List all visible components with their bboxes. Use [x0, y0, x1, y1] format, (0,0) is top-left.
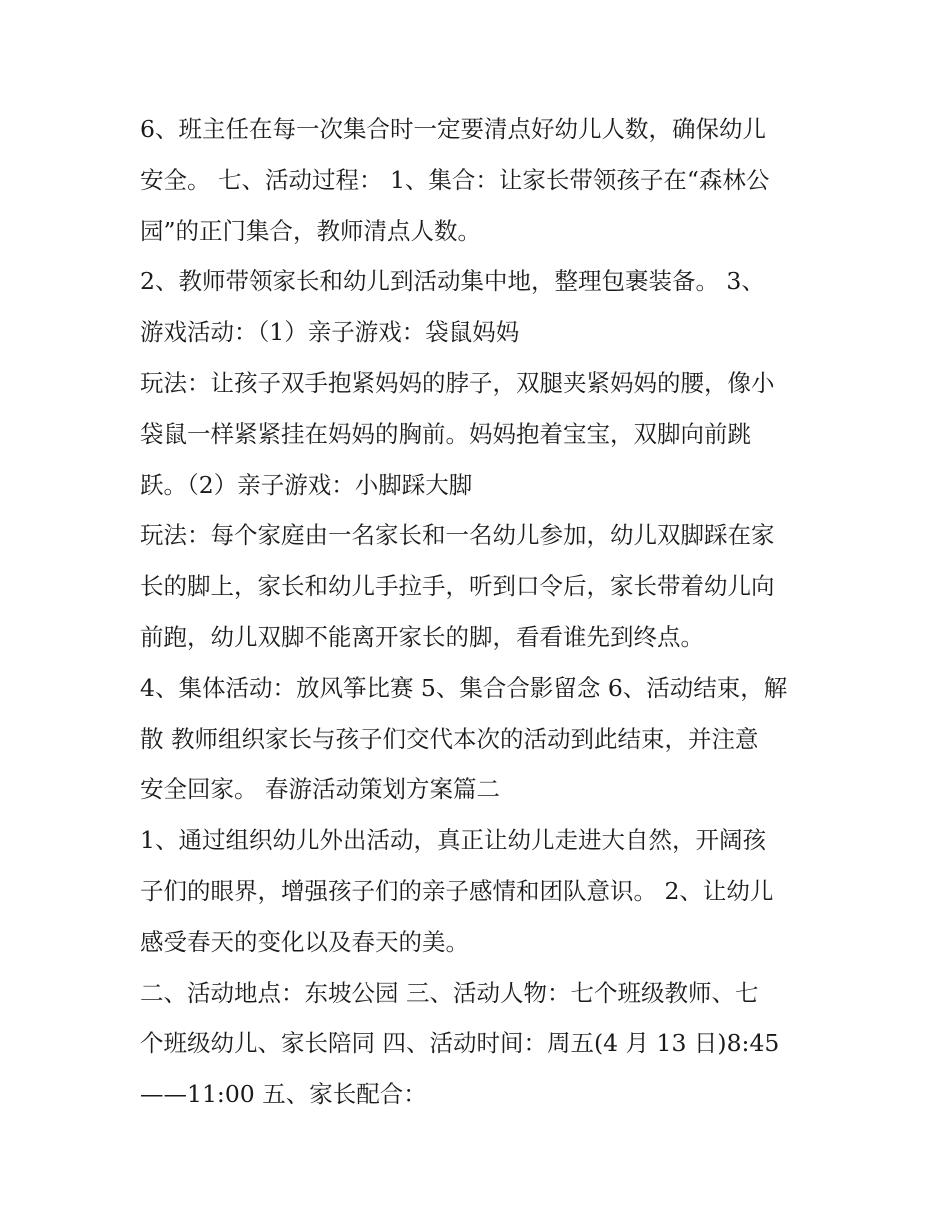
- text-line: 二、活动地点：东坡公园 三、活动人物：七个班级教师、七: [140, 978, 759, 1007]
- text-line: 袋鼠一样紧紧挂在妈妈的胸前。妈妈抱着宝宝，双脚向前跳: [140, 419, 751, 448]
- text-line: 散 教师组织家长与孩子们交代本次的活动到此结束，并注意: [140, 724, 759, 753]
- text-line: 园”的正门集合，教师清点人数。: [140, 216, 482, 245]
- text-line: 感受春天的变化以及春天的美。: [140, 927, 469, 956]
- document-body: [140, 104, 820, 1120]
- text-line: 玩法：每个家庭由一名家长和一名幼儿参加，幼儿双脚踩在家: [140, 521, 775, 550]
- text-line: 长的脚上，家长和幼儿手拉手，听到口令后，家长带着幼儿向: [140, 572, 775, 601]
- text-line: 玩法：让孩子双手抱紧妈妈的脖子，双腿夹紧妈妈的腰，像小: [140, 368, 775, 397]
- text-line: 前跑，幼儿双脚不能离开家长的脚，看看谁先到终点。: [140, 622, 704, 651]
- text-line: 跃。（2）亲子游戏：小脚踩大脚: [140, 470, 473, 499]
- text-line: 2、教师带领家长和幼儿到活动集中地，整理包裹装备。 3、: [140, 267, 765, 296]
- text-line: 4、集体活动：放风筝比赛 5、集合合影留念 6、活动结束，解: [140, 673, 788, 702]
- text-line: 1、通过组织幼儿外出活动，真正让幼儿走进大自然，开阔孩: [140, 826, 766, 855]
- text-line: 安全回家。 春游活动策划方案篇二: [140, 775, 500, 804]
- text-line: 游戏活动：（1）亲子游戏：袋鼠妈妈: [140, 318, 520, 347]
- text-line: ——11:00 五、家长配合：: [140, 1080, 427, 1109]
- text-line: 安全。 七、活动过程： 1、集合：让家长带领孩子在“森林公: [140, 165, 770, 194]
- text-line: 个班级幼儿、家长陪同 四、活动时间：周五(4 月 13 日)8:45: [140, 1029, 780, 1058]
- text-line: 子们的眼界，增强孩子们的亲子感情和团队意识。 2、让幼儿: [140, 876, 774, 905]
- text-line: 6、班主任在每一次集合时一定要清点好幼儿人数，确保幼儿: [140, 115, 766, 143]
